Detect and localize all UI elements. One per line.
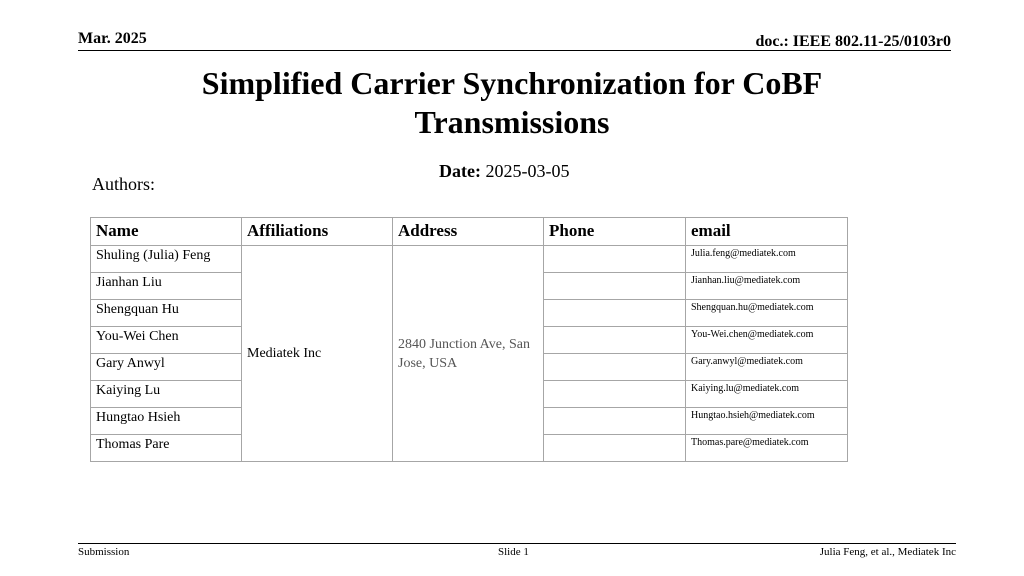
author-email: Thomas.pare@mediatek.com (686, 435, 848, 462)
authors-table (90, 217, 848, 462)
footer-slide-number: Slide 1 (498, 546, 529, 558)
author-phone (544, 246, 686, 273)
author-phone (544, 273, 686, 300)
author-email: Hungtao.hsieh@mediatek.com (686, 408, 848, 435)
author-phone (544, 300, 686, 327)
column-header-name: Name (91, 218, 242, 246)
authors-label: Authors: (92, 174, 155, 194)
column-header-phone: Phone (544, 218, 686, 246)
author-phone (544, 327, 686, 354)
author-name: Thomas Pare (91, 435, 242, 462)
header-date: Mar. 2025 (78, 30, 147, 47)
author-name: Shengquan Hu (91, 300, 242, 327)
slide-title-line-1: Simplified Carrier Synchronization for CoBF (201, 65, 823, 101)
author-name: Jianhan Liu (91, 273, 242, 300)
author-name: Kaiying Lu (91, 381, 242, 408)
date-line (439, 161, 569, 182)
affiliation-cell: Mediatek Inc (242, 246, 393, 462)
author-phone (544, 435, 686, 462)
author-email: You-Wei.chen@mediatek.com (686, 327, 848, 354)
column-header-affiliations: Affiliations (242, 218, 393, 246)
author-email: Gary.anwyl@mediatek.com (686, 354, 848, 381)
column-header-email: email (686, 218, 848, 246)
table-row (91, 246, 848, 273)
author-name: Gary Anwyl (91, 354, 242, 381)
author-phone (544, 381, 686, 408)
slide-title (0, 64, 1024, 142)
author-phone (544, 408, 686, 435)
address-cell: 2840 Junction Ave, San Jose, USA (393, 246, 544, 462)
author-phone (544, 354, 686, 381)
footer-submission: Submission (78, 546, 130, 558)
author-email: Shengquan.hu@mediatek.com (686, 300, 848, 327)
table-header-row (91, 218, 848, 246)
author-name: Shuling (Julia) Feng (91, 246, 242, 273)
author-email: Jianhan.liu@mediatek.com (686, 273, 848, 300)
header-divider (78, 50, 951, 51)
column-header-address: Address (393, 218, 544, 246)
date-value: 2025-03-05 (480, 161, 570, 181)
author-name: Hungtao Hsieh (91, 408, 242, 435)
author-name: You-Wei Chen (91, 327, 242, 354)
date-label: Date: (439, 161, 481, 181)
slide-title-line-2: Transmissions (414, 104, 610, 140)
footer-divider (78, 543, 956, 544)
header-doc-id: doc.: IEEE 802.11-25/0103r0 (755, 33, 951, 50)
author-email: Kaiying.lu@mediatek.com (686, 381, 848, 408)
author-email: Julia.feng@mediatek.com (686, 246, 848, 273)
footer-author-credit: Julia Feng, et al., Mediatek Inc (819, 546, 956, 558)
